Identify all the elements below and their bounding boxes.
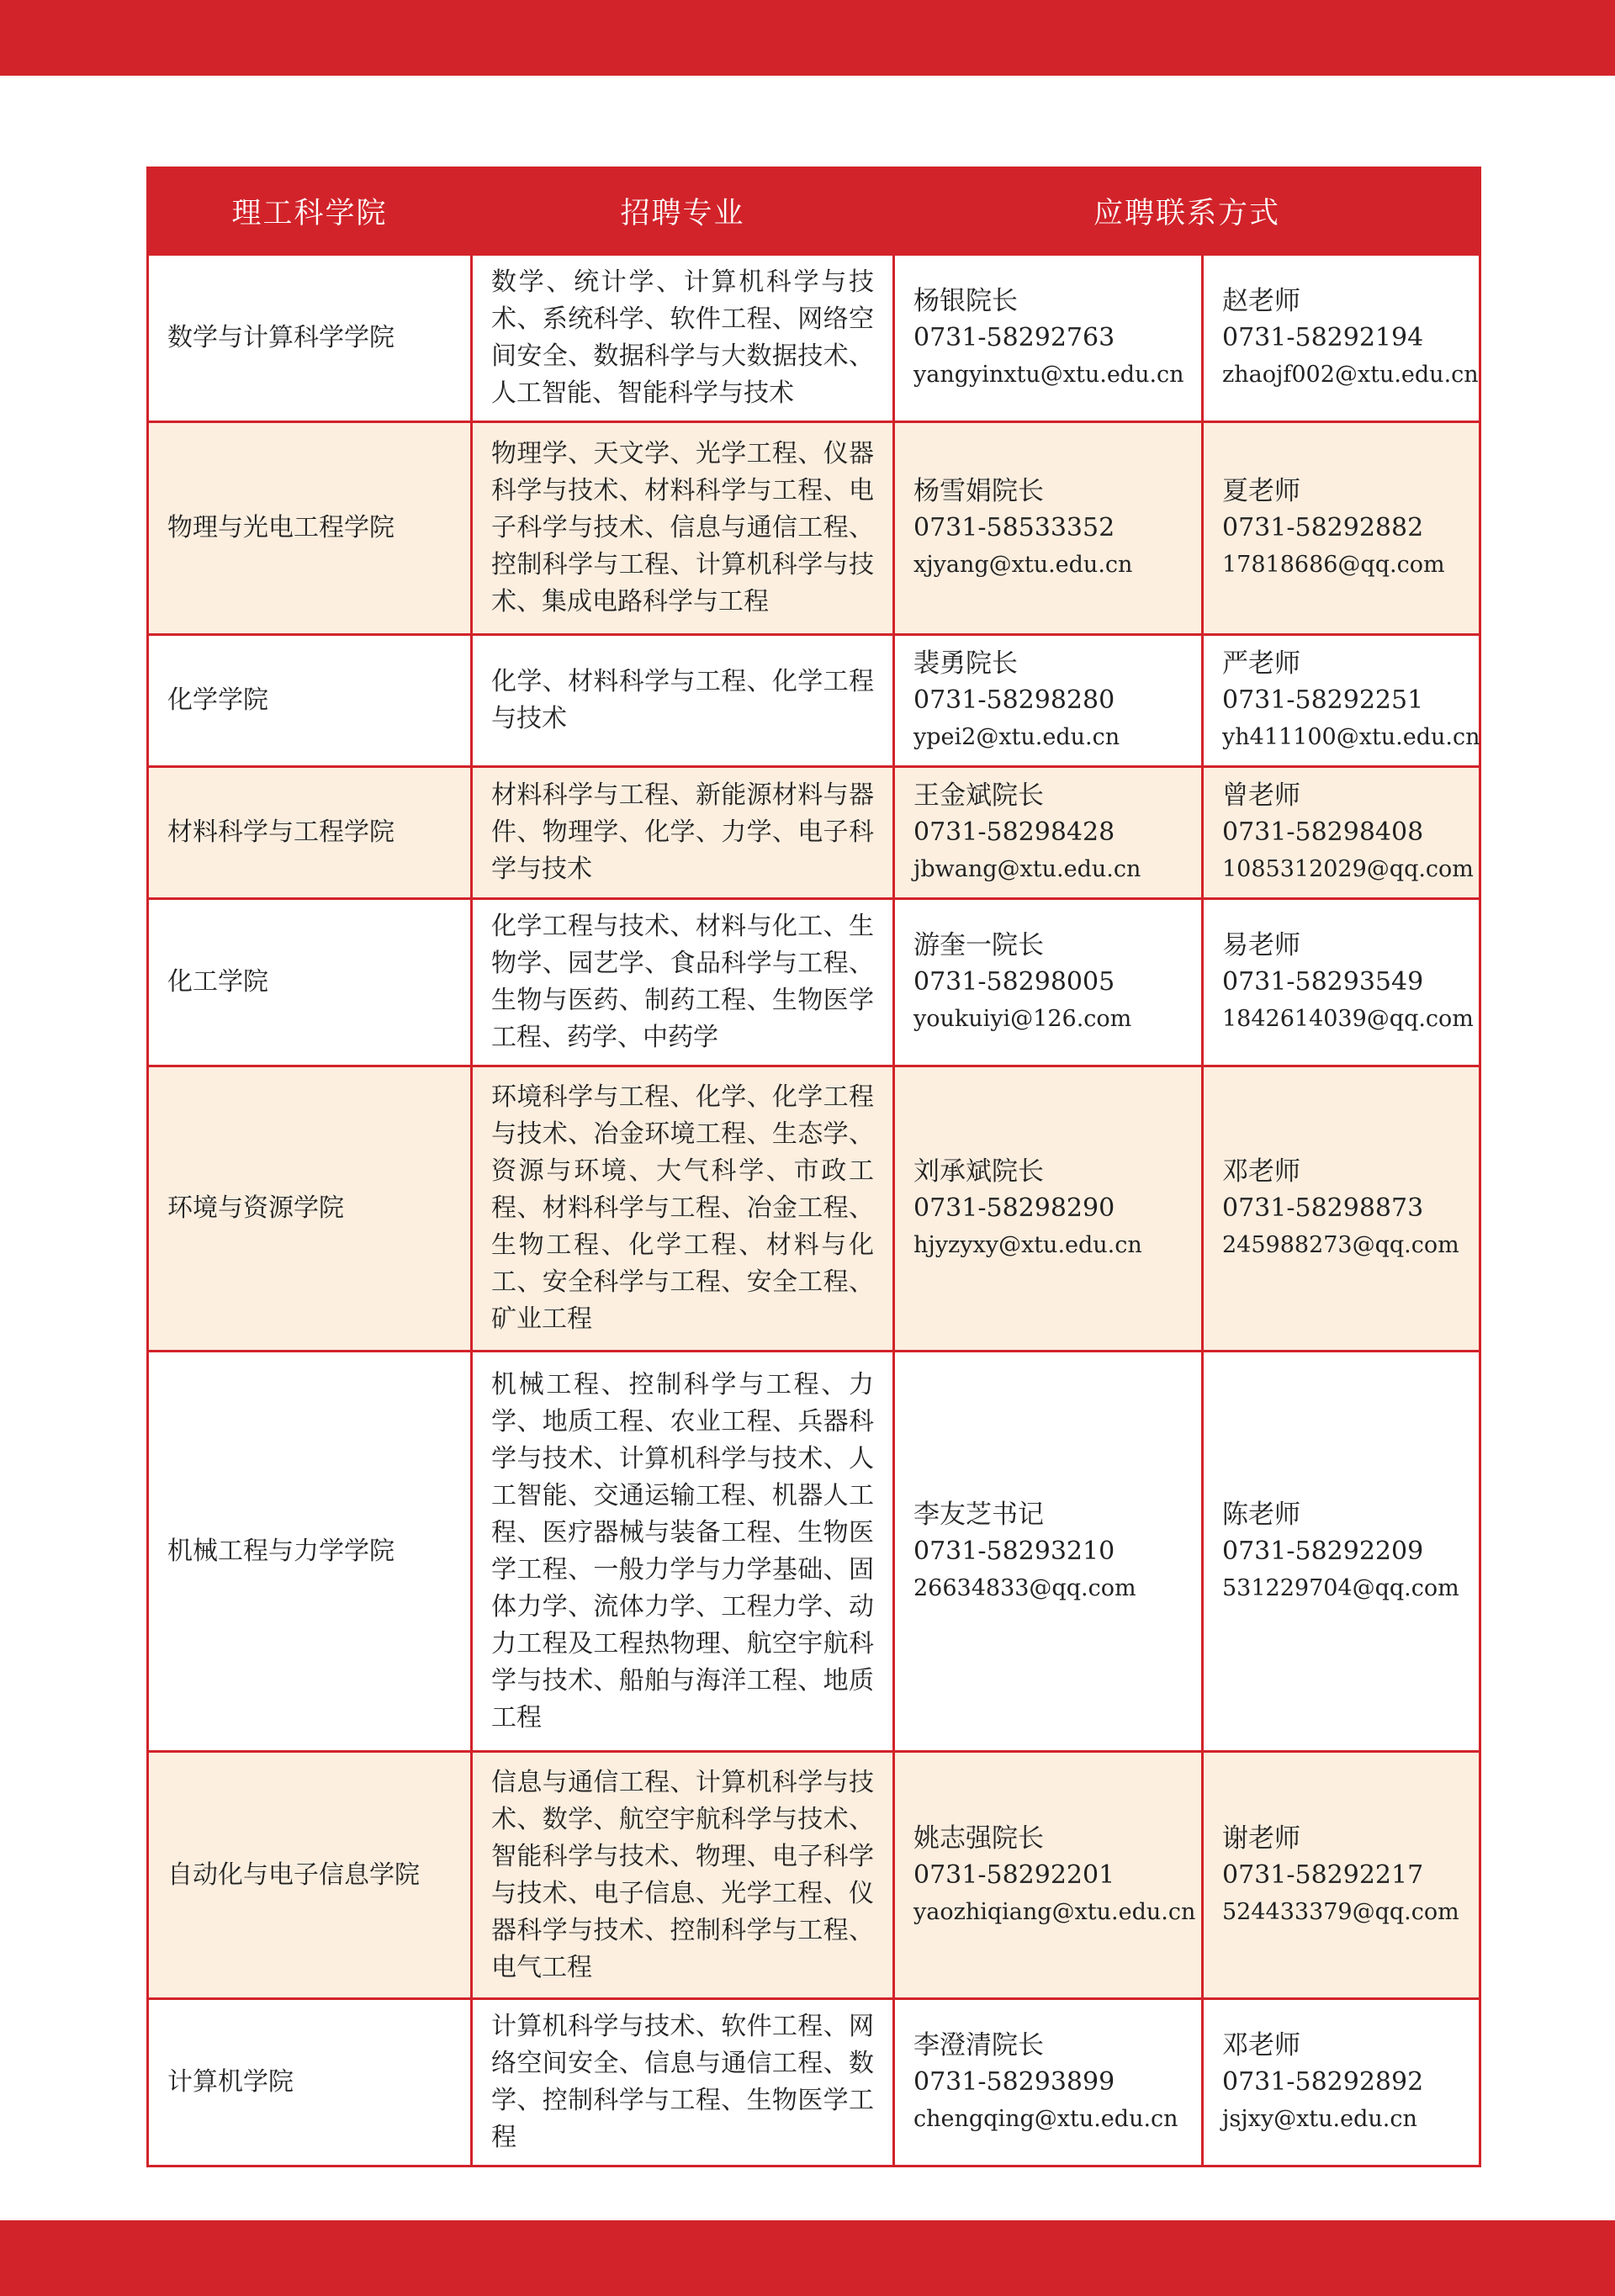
contact-primary: [894, 1352, 1203, 1752]
contact-email: jbwang@xtu.edu.cn: [913, 856, 1141, 882]
contact-name: 王金斌院长: [913, 780, 1044, 811]
college-name: 环境与资源学院: [148, 1066, 472, 1352]
college-name: 机械工程与力学学院: [148, 1352, 472, 1752]
contact-email: xjyang@xtu.edu.cn: [913, 552, 1133, 578]
majors-list: 信息与通信工程、计算机科学与技术、数学、航空宇航科学与技术、智能科学与技术、物理、电子科学与技术、电子信息、光学工程、仪器科学与技术、控制科学与工程、电气工程: [472, 1752, 894, 1999]
contact-primary: [894, 635, 1203, 767]
contact-phone: 0731-58292217: [1222, 1860, 1424, 1890]
contact-email: 1842614039@qq.com: [1222, 1006, 1474, 1032]
contact-email: hjyzyxy@xtu.edu.cn: [913, 1232, 1142, 1258]
header-majors: 招聘专业: [472, 168, 894, 255]
contact-primary: [894, 422, 1203, 635]
contact-email: zhaojf002@xtu.edu.cn: [1222, 362, 1479, 388]
college-name: 化工学院: [148, 899, 472, 1066]
contact-name: 严老师: [1222, 648, 1300, 679]
contact-name: 姚志强院长: [913, 1823, 1044, 1854]
college-name: 数学与计算科学学院: [148, 255, 472, 422]
contact-phone: 0731-58292763: [913, 323, 1115, 352]
contact-name: 邓老师: [1222, 2030, 1300, 2061]
college-name: 物理与光电工程学院: [148, 422, 472, 635]
table-row: [148, 422, 1480, 635]
contact-name: 李友芝书记: [913, 1499, 1044, 1530]
majors-list: 机械工程、控制科学与工程、力学、地质工程、农业工程、兵器科学与技术、计算机科学与技术、人工智能、交通运输工程、机器人工程、医疗器械与装备工程、生物医学工程、一般力学与力学基础、固体力学、流体力学、工程力学、动力工程及工程热物理、航空宇航科学与技术、船舶与海洋工程、地质工程: [472, 1352, 894, 1752]
contact-phone: 0731-58298428: [913, 817, 1115, 847]
contact-phone: 0731-58293899: [913, 2067, 1115, 2097]
contact-name: 刘承斌院长: [913, 1156, 1044, 1187]
majors-list: 计算机科学与技术、软件工程、网络空间安全、信息与通信工程、数学、控制科学与工程、生物医学工程: [472, 1999, 894, 2166]
contact-email: jsjxy@xtu.edu.cn: [1222, 2106, 1417, 2132]
header-contact: 应聘联系方式: [894, 168, 1480, 255]
contact-name: 易老师: [1222, 930, 1300, 960]
table-row: [148, 255, 1480, 422]
table-row: [148, 1066, 1480, 1352]
contact-secondary: [1203, 899, 1480, 1066]
contact-phone: 0731-58298005: [913, 967, 1115, 997]
table-header-row: [148, 168, 1480, 255]
majors-list: 材料科学与工程、新能源材料与器件、物理学、化学、力学、电子科学与技术: [472, 767, 894, 899]
contact-secondary: [1203, 635, 1480, 767]
recruitment-table: [146, 167, 1481, 2167]
contact-phone: 0731-58293549: [1222, 967, 1424, 997]
contact-name: 李澄清院长: [913, 2030, 1044, 2061]
contact-primary: [894, 899, 1203, 1066]
contact-primary: [894, 255, 1203, 422]
college-name: 材料科学与工程学院: [148, 767, 472, 899]
contact-phone: 0731-58292251: [1222, 685, 1424, 715]
contact-email: 26634833@qq.com: [913, 1574, 1136, 1601]
contact-phone: 0731-58292201: [913, 1860, 1115, 1890]
contact-email: youkuiyi@126.com: [913, 1006, 1132, 1032]
majors-list: 环境科学与工程、化学、化学工程与技术、冶金环境工程、生态学、资源与环境、大气科学、市政工程、材料科学与工程、冶金工程、生物工程、化学工程、材料与化工、安全科学与工程、安全工程、矿业工程: [472, 1066, 894, 1352]
bottom-red-band: [0, 2220, 1615, 2296]
college-name: 计算机学院: [148, 1999, 472, 2166]
table-row: [148, 899, 1480, 1066]
contact-phone: 0731-58298408: [1222, 817, 1424, 847]
contact-email: chengqing@xtu.edu.cn: [913, 2106, 1178, 2132]
contact-email: ypei2@xtu.edu.cn: [913, 724, 1120, 750]
contact-secondary: [1203, 255, 1480, 422]
contact-email: 1085312029@qq.com: [1222, 856, 1474, 882]
table-row: [148, 635, 1480, 767]
contact-email: 17818686@qq.com: [1222, 552, 1445, 578]
contact-secondary: [1203, 1752, 1480, 1999]
header-college: 理工科学院: [148, 168, 472, 255]
contact-email: yh411100@xtu.edu.cn: [1222, 724, 1480, 750]
contact-primary: [894, 767, 1203, 899]
contact-primary: [894, 1999, 1203, 2166]
contact-secondary: [1203, 1352, 1480, 1752]
contact-email: 524433379@qq.com: [1222, 1898, 1459, 1925]
table-row: [148, 1352, 1480, 1752]
contact-name: 夏老师: [1222, 476, 1300, 506]
contact-primary: [894, 1066, 1203, 1352]
contact-secondary: [1203, 1999, 1480, 2166]
contact-name: 杨银院长: [913, 286, 1018, 316]
college-name: 化学学院: [148, 635, 472, 767]
contact-email: 531229704@qq.com: [1222, 1574, 1459, 1601]
contact-phone: 0731-58298290: [913, 1193, 1115, 1223]
majors-list: 化学、材料科学与工程、化学工程与技术: [472, 635, 894, 767]
contact-name: 杨雪娟院长: [913, 476, 1044, 506]
contact-secondary: [1203, 767, 1480, 899]
contact-name: 曾老师: [1222, 780, 1300, 811]
contact-phone: 0731-58293210: [913, 1536, 1115, 1566]
contact-phone: 0731-58292194: [1222, 323, 1424, 352]
contact-phone: 0731-58298873: [1222, 1193, 1424, 1223]
majors-list: 数学、统计学、计算机科学与技术、系统科学、软件工程、网络空间安全、数据科学与大数据技术、人工智能、智能科学与技术: [472, 255, 894, 422]
contact-name: 谢老师: [1222, 1823, 1300, 1854]
contact-name: 赵老师: [1222, 286, 1300, 316]
contact-secondary: [1203, 422, 1480, 635]
contact-phone: 0731-58292882: [1222, 513, 1424, 542]
contact-email: yangyinxtu@xtu.edu.cn: [913, 362, 1184, 388]
contact-phone: 0731-58292209: [1222, 1536, 1424, 1566]
college-name: 自动化与电子信息学院: [148, 1752, 472, 1999]
table-row: [148, 1999, 1480, 2166]
contact-phone: 0731-58292892: [1222, 2067, 1424, 2097]
contact-email: 245988273@qq.com: [1222, 1232, 1459, 1258]
table-row: [148, 767, 1480, 899]
contact-primary: [894, 1752, 1203, 1999]
majors-list: 物理学、天文学、光学工程、仪器科学与技术、材料科学与工程、电子科学与技术、信息与通信工程、控制科学与工程、计算机科学与技术、集成电路科学与工程: [472, 422, 894, 635]
contact-phone: 0731-58533352: [913, 513, 1115, 542]
contact-name: 陈老师: [1222, 1499, 1300, 1530]
top-red-band: [0, 0, 1615, 76]
contact-name: 邓老师: [1222, 1156, 1300, 1187]
contact-secondary: [1203, 1066, 1480, 1352]
contact-email: yaozhiqiang@xtu.edu.cn: [913, 1898, 1196, 1925]
contact-phone: 0731-58298280: [913, 685, 1115, 715]
contact-name: 游奎一院长: [913, 930, 1044, 960]
table-row: [148, 1752, 1480, 1999]
contact-name: 裴勇院长: [913, 648, 1018, 679]
majors-list: 化学工程与技术、材料与化工、生物学、园艺学、食品科学与工程、生物与医药、制药工程、生物医学工程、药学、中药学: [472, 899, 894, 1066]
